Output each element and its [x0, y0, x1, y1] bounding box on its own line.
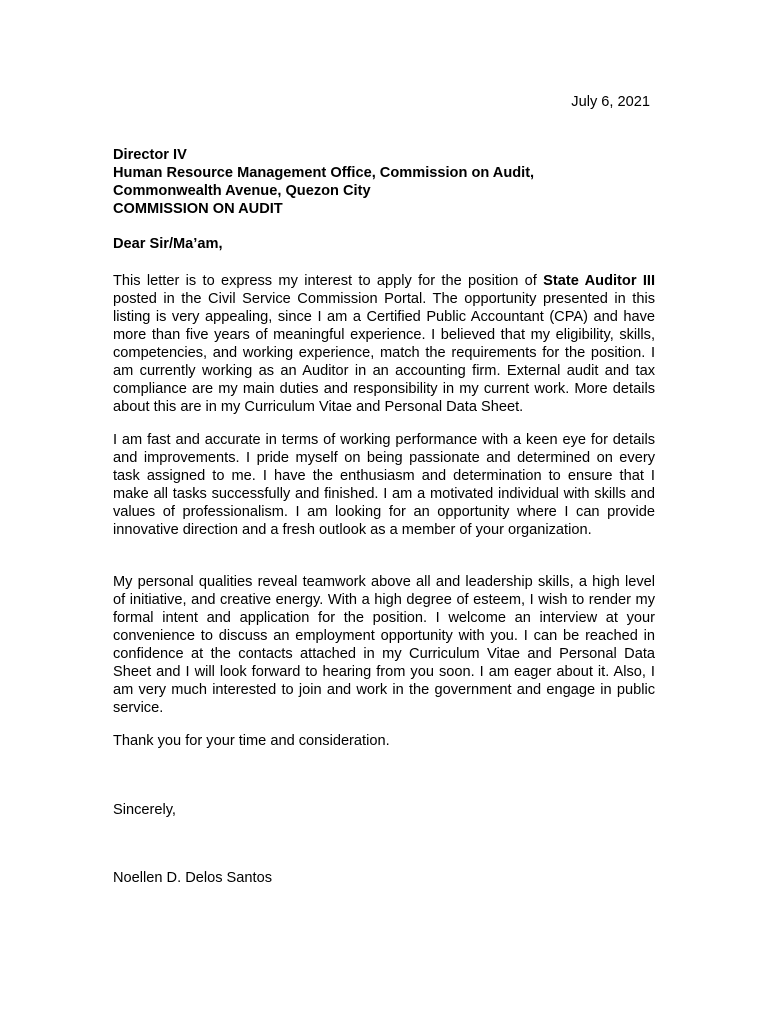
paragraph-intro-start: This letter is to express my interest to apply for the position of	[113, 273, 544, 289]
recipient-title: Director IV	[113, 147, 187, 163]
letter-date: July 6, 2021	[571, 94, 650, 110]
position-title: State Auditor III	[543, 273, 655, 289]
signature-name: Noellen D. Delos Santos	[113, 870, 272, 886]
recipient-office: Human Resource Management Office, Commission on Audit,	[113, 165, 535, 181]
recipient-address: Commonwealth Avenue, Quezon City	[113, 183, 371, 199]
paragraph-personal: My personal qualities reveal teamwork above all and leadership skills, a high level of initiative, and creative energy. With a high degree of esteem, I wish to render my formal intent and application for the position. I welcome an interview at your convenience to discuss an employment opportunity with you. I can be reached in confidence at the contacts attached in my Curriculum Vitae and Personal Data Sheet and I will look forward to hearing from you soon. I am eager about it. Also, I am very much interested to join and work in the government and engage in public service.	[113, 574, 655, 716]
recipient-block	[113, 146, 658, 218]
closing-line: Sincerely,	[113, 802, 176, 818]
salutation: Dear Sir/Ma’am,	[113, 236, 223, 252]
paragraph-intro-rest: posted in the Civil Service Commission Portal. The opportunity presented in this listing is very appealing, since I am a Certified Public Accountant (CPA) and have more than five years of meaningful experience. I believed that my eligibility, skills, competencies, and working experience, match the requirements for the position. I am currently working as an Auditor in an accounting firm. External audit and tax compliance are my main duties and responsibility in my current work. More details about this are in my Curriculum Vitae and Personal Data Sheet.	[113, 291, 655, 415]
paragraph-qualities: I am fast and accurate in terms of working performance with a keen eye for details and improvements. I pride myself on being passionate and determined on every task assigned to me. I have the enthusiasm and determination to ensure that I make all tasks successfully and finished. I am a motivated individual with skills and values of professionalism. I am looking for an opportunity where I can provide innovative direction and a fresh outlook as a member of your organization.	[113, 432, 655, 538]
thanks-line: Thank you for your time and consideration.	[113, 733, 390, 749]
recipient-organization: COMMISSION ON AUDIT	[113, 201, 283, 217]
paragraph-intro	[113, 272, 655, 416]
